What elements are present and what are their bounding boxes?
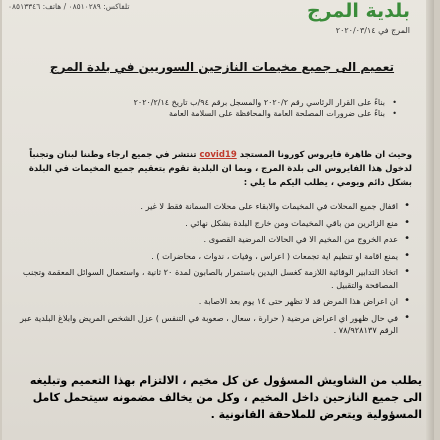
instruction-item: • اقفال جميع المحلات في المخيمات والابقاء على محلات السمانة فقط لا غير . — [10, 200, 410, 213]
instruction-item: • منع الزائرين من باقي المخيمات ومن خارج البلدة بشكل نهائي . — [10, 217, 410, 230]
instruction-item: • اتخاذ التدابير الوقائية اللازمة كغسل اليدين باستمرار بالصابون لمدة ٢٠ ثانية ، واستعمال السوائل المعقمة وتجنب المصافحة والتقبيل . — [10, 266, 410, 291]
references-list — [12, 98, 397, 120]
document-date: المرج في ٢٠٢٠/٠٣/١٤ — [335, 26, 410, 35]
instruction-item: • ان اعراض هذا المرض قد لا تظهر حتى ١٤ يوم بعد الاصابة . — [10, 295, 410, 308]
document-page — [2, 0, 434, 440]
closing-paragraph: يطلب من الشاويش المسؤول عن كل مخيم ، الالتزام بهذا التعميم وتبليغه الى جميع النازحين داخل المخيم ، وكل من يخالف مضمونه سيتحمل كامل المسؤولية ويتعرض للملاحقة القانونية . — [29, 374, 422, 421]
municipality-name: بلدية المرج — [306, 0, 410, 22]
instruction-item: • يمنع اقامة او تنظيم اية تجمعات ( اعراس ، وفيات ، ندوات ، محاضرات ) . — [10, 250, 410, 263]
instruction-item: • عدم الخروج من المخيم الا في الحالات المرضية القصوى . — [10, 233, 410, 246]
instruction-item: • في حال ظهور اي اعراض مرضية ( حرارة ، سعال ، صعوبة في التنفس ) عزل الشخص المريض وابلاغ البلدية عبر الرقم ٧٨/٩٢٨١٣٧ . — [10, 312, 410, 337]
header-contact: تلفاكس: ٠٨٥١٠٢٨٩ / هاتف: ٠٨٥١٣٣٤٦ — [8, 2, 130, 11]
instructions-list — [10, 200, 410, 341]
intro-paragraph — [12, 148, 412, 190]
page-edge-shadow — [426, 0, 434, 440]
covid-term: covid19 — [199, 150, 237, 160]
reference-item: • بناءً على ضرورات المصلحة العامة والمحافظة على السلامة العامة — [12, 109, 397, 118]
intro-text-before: وحيث ان ظاهرة فايروس كورونا المستجد — [239, 150, 412, 160]
reference-item: • بناءً على القرار الرئاسي رقم ٢٠٢٠/٢ والمسجل برقم ٩٤/ب تاريخ ٢٠٢٠/٢/١٤ — [12, 98, 397, 107]
intro-text-after: تنتشر في جميع ارجاء وطننا لبنان وتجنباً لدخول هذا الفايروس الى بلدة المرج ، وبما ان البلدية تقوم بتعقيم جميع المخيمات في البلدة بشكل دائم ويومي ، يطلب اليكم ما يلي : — [28, 150, 412, 188]
document-title: تعميم الى جميع مخيمات النازحين السوريين في بلدة المرج — [49, 60, 395, 74]
